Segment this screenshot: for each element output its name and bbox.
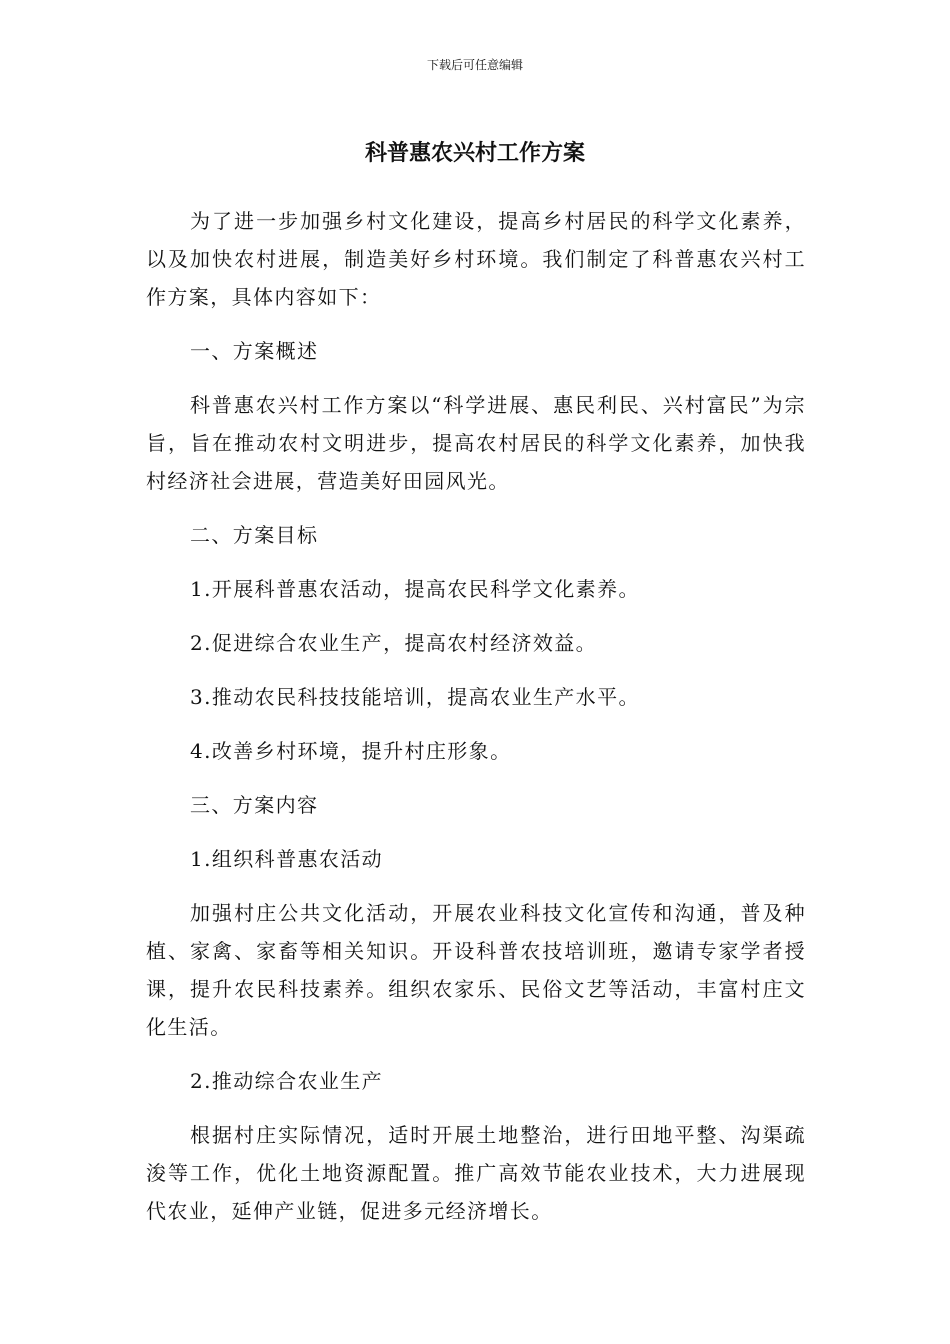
header-note: 下载后可任意编辑 (426, 58, 523, 72)
intro-paragraph: 为了进一步加强乡村文化建设，提高乡村居民的科学文化素养，以及加快农村进展，制造美好乡村环境。我们制定了科普惠农兴村工作方案，具体内容如下： (146, 209, 806, 309)
goal-item: 1.开展科普惠农活动，提高农民科学文化素养。 (190, 577, 640, 601)
section-heading-goals: 二、方案目标 (190, 523, 319, 547)
section-heading-overview: 一、方案概述 (190, 339, 319, 363)
goal-item: 4.改善乡村环境，提升村庄形象。 (190, 739, 512, 763)
document-title: 科普惠农兴村工作方案 (364, 141, 585, 166)
subsection-heading: 1.组织科普惠农活动 (190, 847, 384, 871)
content-paragraph: 根据村庄实际情况，适时开展土地整治，进行田地平整、沟渠疏浚等工作，优化土地资源配置。推广高效节能农业技术，大力进展现代农业，延伸产业链，促进多元经济增长。 (146, 1123, 806, 1223)
overview-paragraph: 科普惠农兴村工作方案以“科学进展、惠民利民、兴村富民”为宗旨，旨在推动农村文明进步，提高农村居民的科学文化素养，加快我村经济社会进展，营造美好田园风光。 (146, 393, 806, 493)
goal-item: 2.促进综合农业生产，提高农村经济效益。 (190, 631, 598, 655)
section-heading-content: 三、方案内容 (190, 793, 319, 817)
content-paragraph: 加强村庄公共文化活动，开展农业科技文化宣传和沟通，普及种植、家禽、家畜等相关知识。开设科普农技培训班，邀请专家学者授课，提升农民科技素养。组织农家乐、民俗文艺等活动，丰富村庄文化生活。 (146, 901, 806, 1039)
document-body (146, 202, 806, 1246)
goal-item: 3.推动农民科技技能培训，提高农业生产水平。 (190, 685, 640, 709)
subsection-heading: 2.推动综合农业生产 (190, 1069, 384, 1093)
